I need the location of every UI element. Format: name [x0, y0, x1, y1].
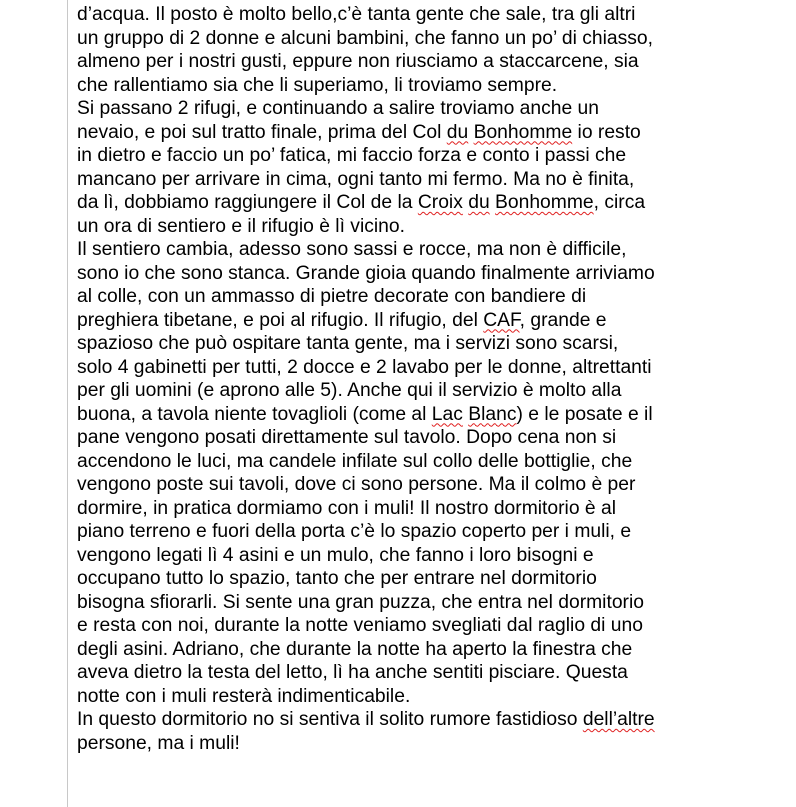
- spellcheck-flagged-word: du: [468, 192, 490, 213]
- spellcheck-flagged-word: Blanc: [468, 403, 517, 425]
- text-line: [77, 520, 792, 544]
- spellcheck-flagged-word: Croix: [417, 192, 463, 213]
- page-left-edge: [67, 0, 68, 807]
- text-line: [77, 567, 792, 591]
- text-line: [77, 262, 792, 286]
- text-run: nevaio, e poi sul tratto finale, prima del Col: [77, 121, 447, 143]
- text-line: [77, 661, 792, 685]
- text-line: [77, 473, 792, 497]
- spellcheck-flagged-word: dell’altre: [582, 709, 655, 730]
- text-line: [77, 591, 792, 615]
- text-run: in dietro e faccio un po’ fatica, mi faccio forza e conto i passi che: [77, 145, 627, 166]
- text-run: occupano tutto lo spazio, tanto che per entrare nel dormitorio: [77, 568, 597, 589]
- text-line: [77, 708, 792, 732]
- text-line: [77, 638, 792, 662]
- text-line: [77, 685, 792, 709]
- text-run: d’acqua. Il posto è molto bello,c’è tanta gente che sale, tra gli altri: [77, 4, 636, 25]
- text-run: mancano per arrivare in cima, ogni tanto mi fermo. Ma no è finita,: [77, 168, 635, 190]
- text-line: [77, 426, 792, 450]
- text-line: [77, 50, 792, 74]
- text-run: vengono legati lì 4 asini e un mulo, che fanno i loro bisogni e: [77, 544, 594, 566]
- text-line: [77, 732, 792, 756]
- text-run: notte con i muli resterà indimenticabile.: [77, 685, 411, 707]
- text-line: [77, 191, 792, 215]
- text-run: da lì, dobbiamo raggiungere il Col de la: [77, 192, 418, 213]
- text-line: [77, 285, 792, 309]
- text-run: io resto: [572, 121, 641, 143]
- text-line: [77, 3, 792, 27]
- text-line: [77, 74, 792, 98]
- text-line: [77, 379, 792, 403]
- text-run: un gruppo di 2 donne e alcuni bambini, che fanno un po’ di chiasso,: [77, 27, 653, 49]
- text-run: bisogna sfiorarli. Si sente una gran puzza, che entra nel dormitorio: [77, 591, 644, 613]
- text-run: ) e le posate e il: [516, 403, 653, 425]
- text-run: persone, ma i muli!: [77, 732, 240, 754]
- text-run: preghiera tibetane, e poi al rifugio. Il rifugio, del: [77, 309, 484, 331]
- text-run: almeno per i nostri gusti, eppure non riusciamo a staccarcene, sia: [77, 51, 639, 72]
- text-line: [77, 144, 792, 168]
- text-run: , grande e: [519, 309, 607, 331]
- text-line: [77, 238, 792, 262]
- text-line: [77, 497, 792, 521]
- text-run: dormire, in pratica dormiamo con i muli! Il nostro dormitorio è al: [77, 497, 616, 519]
- text-run: degli asini. Adriano, che durante la notte ha aperto la finestra che: [77, 638, 633, 660]
- text-run: e resta con noi, durante la notte veniamo svegliati dal raglio di uno: [77, 615, 643, 636]
- spellcheck-flagged-word: Bonhomme: [495, 192, 594, 213]
- spellcheck-flagged-word: Bonhomme: [473, 121, 573, 143]
- text-line: [77, 27, 792, 51]
- text-run: pane vengono posati direttamente sul tavolo. Dopo cena non si: [77, 427, 617, 448]
- text-line: [77, 168, 792, 192]
- text-line: [77, 332, 792, 356]
- text-run: accendono le luci, ma candele infilate sul collo delle bottiglie, che: [77, 450, 633, 472]
- text-line: [77, 356, 792, 380]
- spellcheck-flagged-word: Lac: [431, 403, 463, 425]
- text-line: [77, 544, 792, 568]
- spellcheck-flagged-word: du: [446, 121, 469, 143]
- text-run: sono io che sono stanca. Grande gioia quando finalmente arriviamo: [77, 262, 655, 284]
- document-body[interactable]: [77, 3, 792, 755]
- text-run: vengono poste sui tavoli, dove ci sono persone. Ma il colmo è per: [77, 474, 636, 495]
- text-run: , circa: [593, 192, 646, 213]
- text-run: Il sentiero cambia, adesso sono sassi e rocce, ma non è difficile,: [77, 239, 627, 260]
- text-line: [77, 450, 792, 474]
- text-line: [77, 121, 792, 145]
- text-line: [77, 215, 792, 239]
- text-run: un ora di sentiero e il rifugio è lì vicino.: [77, 215, 405, 237]
- text-run: per gli uomini (e aprono alle 5). Anche qui il servizio è molto alla: [77, 380, 622, 401]
- text-run: solo 4 gabinetti per tutti, 2 docce e 2 lavabo per le donne, altrettanti: [77, 356, 652, 378]
- text-line: [77, 614, 792, 638]
- text-run: al colle, con un ammasso di pietre decorate con bandiere di: [77, 286, 587, 307]
- text-run: piano terreno e fuori della porta c’è lo spazio coperto per i muli, e: [77, 521, 632, 542]
- text-line: [77, 309, 792, 333]
- text-run: spazioso che può ospitare tanta gente, ma i servizi sono scarsi,: [77, 333, 619, 354]
- text-line: [77, 403, 792, 427]
- spellcheck-flagged-word: CAF: [483, 309, 520, 331]
- text-line: [77, 97, 792, 121]
- text-run: aveva dietro la testa del letto, lì ha anche sentiti pisciare. Questa: [77, 662, 628, 683]
- text-run: Si passano 2 rifugi, e continuando a salire troviamo anche un: [77, 98, 599, 119]
- text-run: che rallentiamo sia che li superiamo, li troviamo sempre.: [77, 74, 558, 96]
- text-run: In questo dormitorio no si sentiva il solito rumore fastidioso: [77, 709, 583, 730]
- text-run: buona, a tavola niente tovaglioli (come al: [77, 403, 432, 425]
